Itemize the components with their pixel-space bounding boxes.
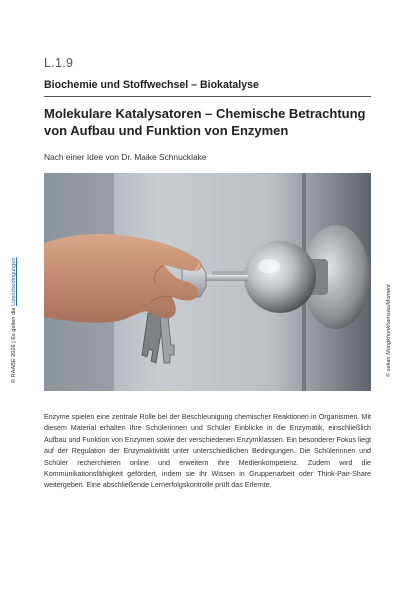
license-link[interactable]: Lizenzbedingungen [11,257,17,306]
category-label: Biochemie und Stoffwechsel – Biokatalyse [44,79,259,91]
copyright-text: © RAABE 2026 | Es gelten die [11,305,17,383]
cover-photo [44,173,371,391]
author-line: Nach einer Idee von Dr. Maike Schnucklake [44,152,207,162]
intro-paragraph: Enzyme spielen eine zentrale Rolle bei der Beschleunigung chemischer Reaktionen in Organismen. Mit diesem Material erhalten Ihre Schülerinnen und Schüler Einblicke in die Enzymatik, einschließlich Aufbau und Funktion von Enzymen sowie der verschiedenen Enzymklassen. Ein besonderer Fokus liegt auf der Regulation der Enzymaktivität unter unterschiedlichen Bedingungen. Die Schülerinnen und Schüler recherchieren online und erweitern ihre Medienkompetenz. Zudem wird die Kommunikationsfähigkeit gefördert, indem sie ihr Wissen in Gruppenarbeit oder Think-Pair-Share weitergeben. Eine abschließende Lernerfolgskontrolle prüft das Erlernte. [44,413,371,490]
copyright-license-note [11,257,17,383]
photo-credit: © sekan Mongkhonkhamsao/Moment [386,284,392,377]
header-divider [44,96,371,97]
page-title: Molekulare Katalysatoren – Chemische Betrachtung von Aufbau und Funktion von Enzymen [44,106,366,138]
material-code: L.1.9 [44,56,74,70]
